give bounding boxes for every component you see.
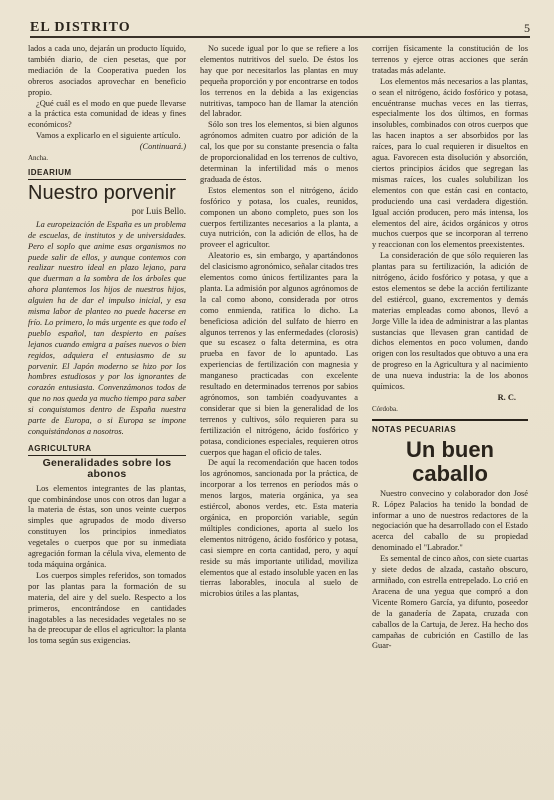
closing-paragraph: Vamos a explicarlo en el siguiente artículo. (36, 131, 181, 141)
newspaper-title: EL DISTRITO (30, 20, 131, 35)
notas-title: Un buen caballo (406, 436, 494, 486)
continuara-note: (Continuará.) (139, 142, 186, 152)
idearium-tag: IDEARIUM (28, 168, 186, 180)
page-header (30, 18, 530, 38)
page-number: 5 (524, 21, 530, 35)
col3-paragraph-1: corrijen físicamente la constitución de los terrenos y ejerce otras acciones que serán tratadas más adelante. (372, 44, 528, 75)
col2-paragraph-3: Estos elementos son el nitrógeno, ácido fosfórico y potasa, los cuales, reunidos, componen un abono completo, pues son los cuerpos fertilizantes necesarios a la planta, a cuya nutrición, con la adición de ellos, ha de proveer el agricultor. (200, 185, 358, 250)
col3-paragraph-2: Los elementos más necesarios a las plantas, o sean el nitrógeno, ácido fosfórico y potasa, encuéntranse muchas veces en las tierras, especialmente los dos últimos, en formas insolubles, combinados con otros cuerpos que las hacen inaptos a ser absorbidos por las raíces, para lo cual requieren ir disueltos en agua. Favorecen esta disolución y absorción, ciertos principios ácidos que segregan las mismas raíces, los cuales solubilizan los elementos con que están casi en contacto, produciendo una casi verdadera digestión. Igual acción producen, pero más intensa, los elementos del aire, ácidos orgánicos y otros muchos cuerpos que se incorporan al terreno y reaccionan con los elementos preexistentes. (372, 76, 528, 250)
col3-place: Córdoba. (372, 404, 398, 413)
agri-title: Generalidades sobre los abonos (42, 456, 172, 480)
agricultura-tag: AGRICULTURA (28, 444, 186, 456)
section-divider (372, 419, 528, 421)
col2-paragraph-2: Sólo son tres los elementos, si bien algunos agrónomos admiten cuatro por adición de la cal, los que por su constante presencia o falta de proporcionalidad en los terrenos de cultivo, determinan la infertilidad más o menos graduada de éstos. (200, 120, 358, 184)
column-3 (372, 44, 528, 652)
col2-paragraph-5: De aquí la recomendación que hacen todos los agrónomos, sancionada por la práctica, de incorporar a los terrenos en períodos más o menos largos, materia orgánica, ya sea estiércol, abonos verdes, etc. Esta materia orgánica, en proporción variable, según múltiples condiciones, aporta al suelo los elementos nitrógeno, ácido fosfórico y potasa, casi siempre en corta cantidad, pero, y aquí reside su más importante utilidad, moviliza elementos que al estado insoluble yacen en las tierras laborables, inocula al suelo de microbios útiles a las plantas, (200, 458, 358, 599)
intro-paragraph: lados a cada uno, dejarán un producto líquido, también diario, de cien pesetas, que por mediación de la Cooperativa pueden los obreros asociados aprovechar en beneficio propio. (28, 44, 186, 97)
col3-paragraph-3: La consideración de que sólo requieren las plantas para su fertilización, la adición de nitrógeno, ácido fosfórico y potasa, y que a estos elementos se debe la acción fertilizante del estiércol, guano, excrementos y demás materias empleadas como abonos, llevó a Jorge Ville la idea de administrar a las plantas sustancias que llevasen gran cantidad de dichos elementos en poco volumen, dando origen con los resultados que obtuvo a una era de progreso en la Agricultura y al nacimiento de una nueva industria: la de los abonos químicos. (372, 251, 528, 392)
notas-paragraph-2: Es semental de cinco años, con siete cuartas y siete dedos de alzada, castaño obscuro, armiñado, con estrella entrepelado. Lo crió en Aracena de una yegua que compró a don Vicente Romero García, ya difunto, poseedor de la ganadería de Zapata, cruzada con caballos de la Cartuja, de Jerez. Ha hecho dos campañas de cubrición en Castillo de las Guar- (372, 554, 528, 651)
notas-paragraph-1: Nuestro convecino y colaborador don José R. López Palacios ha tenido la bondad de informar a uno de nuestros redactores de la negociación que ha desarrollado con el Estado acerca del caballo de su propiedad denominado el "Labrador." (372, 488, 528, 553)
article-title: Nuestro porvenir (28, 181, 176, 204)
col3-signature: R. C. (497, 393, 516, 402)
agri-paragraph-1: Los elementos integrantes de las plantas, que combinándose unos con otros dan lugar a la materia de éstas, son unos veinte cuerpos simples que agrupados de modo diverso constituyen los principios inmediatos vegetales o cuerpos que por su inmediata agregación forman la célula viva, elemento de toda máquina orgánica. (28, 483, 186, 569)
col2-paragraph-4: Aleatorio es, sin embargo, y apartándonos del clasicismo agronómico, señalar citados tres elementos como únicos fertilizantes para la planta. La admisión por algunos agrónomos de la cal como abono, considerada por otros como enmienda, ratifica lo dicho. La beneficiosa adición del sulfato de hierro en algunos terrenos y las enfermedades (clorosis) que su escasez o falta determina, es otra prueba en favor de lo apuntado. Las experiencias de fertilización con magnesia y manganeso practicadas con excelente resultado en determinados terrenos por sabios agrónomos, son también coadyuvantes a considerar que si bien la generalidad de los terrenos y cultivos, sólo requieren para su fertilización el nitrógeno, ácido fosfórico y potasa, condiciones especiales, requieren otros cuerpos que hagan el oficio de tales. (200, 251, 358, 457)
italic-body: La europeización de España es un problema de escuelas, de institutos y de universidades. Pero el soplo que anime esas organismos no puede salir de ellos, y aunque contemos con realizar nuestro ideal en plazo lejano, para que duerman a la sombra de los árboles que ahora plantemos los hijos de nuestros hijos, alguien ha de dar el impulso inicial, y esa misma labor de planteo no puede hacerse en frío. Lo primero, lo más urgente es que todo el pueblo español, tan despierto en países lejanos cuando emigra a países nuevos o bien regidos, adquiera el entusiasmo de su porvenir. El Japón moderno se hizo por los hombres estudiosos y por los ignorantes de corazón entusiasta. Convenzámonos todos de que no nos queda ya mucho tiempo para saber si conquistamos dentro de España nuestra parte de Europa, o si Europa se impone conquistándonos a nosotros. (28, 219, 186, 436)
article-byline: por Luis Bello. (131, 205, 186, 216)
question-paragraph: ¿Qué cuál es el modo en que puede llevarse a la práctica esta comunidad de ideas y fines económicos? (28, 98, 186, 130)
column-1 (28, 44, 186, 647)
notas-tag: NOTAS PECUARIAS (372, 424, 457, 434)
agri-paragraph-2: Los cuerpos simples referidos, son tomados por las plantas para la formación de su materia, del aire y del suelo. Respecto a los primeros, encontrándose en cantidades inagotables a las necesidades vegetales no se ha de preocupar de ellos el agricultor: la planta los toma según sus exigencias. (28, 570, 186, 646)
column-2 (200, 44, 358, 600)
article-signature: Ancha. (28, 154, 49, 163)
col2-paragraph-1: No sucede igual por lo que se refiere a los elementos nutritivos del suelo. De éstos los hay que por necesitarlos las plantas en muy pequeña proporción y por encontrarse en todos los terrenos en la debida a las exigencias nutritivas, tampoco han de llamar la atención del labrador. (200, 44, 358, 119)
